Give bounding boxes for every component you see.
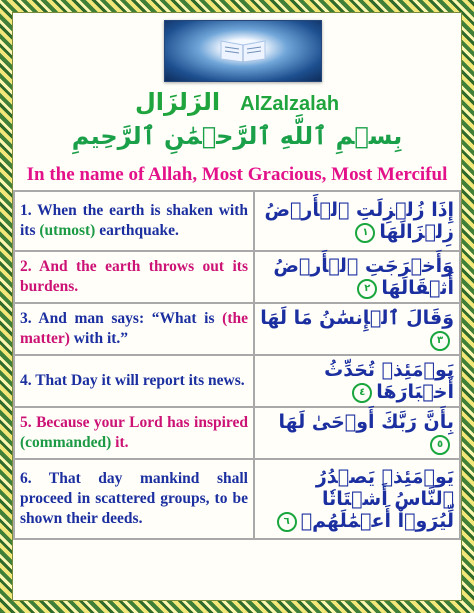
verse-arabic: بِأَنَّ رَبَّكَ أَوۡحَىٰ لَهَا٥ bbox=[254, 407, 460, 459]
verse-number-marker: ٥ bbox=[430, 435, 450, 455]
verse-row bbox=[14, 355, 460, 407]
verse-translation: 4. That Day it will report its news. bbox=[14, 355, 254, 407]
bismillah-translation: In the name of Allah, Most Gracious, Most Merciful bbox=[26, 164, 448, 185]
verse-translation: 2. And the earth throws out its burdens. bbox=[14, 251, 254, 303]
verse-row bbox=[14, 251, 460, 303]
verse-row bbox=[14, 459, 460, 539]
surah-title-arabic: الزَلزَال bbox=[134, 88, 221, 116]
verse-arabic: وَأَخۡرَجَتِ ٱلۡأَرۡضُ أَثۡقَالَهَا٢ bbox=[254, 251, 460, 303]
bismillah: بِسۡمِ ٱللَّهِ ٱلرَّحۡمَٰنِ ٱلرَّحِيمِ bbox=[71, 122, 403, 150]
verse-number-marker: ٤ bbox=[352, 383, 372, 403]
verse-arabic: إِذَا زُلۡزِلَتِ ٱلۡأَرۡضُ زِلۡزَالَهَا١ bbox=[254, 191, 460, 251]
verse-translation: 3. And man says: “What is (the matter) with it.” bbox=[14, 303, 254, 355]
verse-number-marker: ٣ bbox=[430, 331, 450, 351]
open-book-icon bbox=[219, 35, 267, 63]
verse-number-marker: ٦ bbox=[277, 512, 297, 532]
verse-arabic: يَوۡمَئِذٖ يَصۡدُرُ ٱلنَّاسُ أَشۡتَاتٗا لِّيُرَوۡاْ أَعۡمَٰلَهُمۡ٦ bbox=[254, 459, 460, 539]
verse-number-marker: ٢ bbox=[357, 279, 377, 299]
verse-number-marker: ١ bbox=[355, 223, 375, 243]
verse-translation: 5. Because your Lord has inspired (commanded) it. bbox=[14, 407, 254, 459]
verse-row bbox=[14, 303, 460, 355]
verse-row bbox=[14, 407, 460, 459]
surah-title bbox=[0, 88, 474, 118]
quran-banner-image bbox=[164, 20, 322, 82]
verse-translation: 6. That day mankind shall proceed in scattered groups, to be shown their deeds. bbox=[14, 459, 254, 539]
verse-arabic: يَوۡمَئِذٖ تُحَدِّثُ أَخۡبَارَهَا٤ bbox=[254, 355, 460, 407]
surah-title-english: AlZalzalah bbox=[240, 93, 340, 115]
verse-row bbox=[14, 191, 460, 251]
verse-arabic: وَقَالَ ٱلۡإِنسَٰنُ مَا لَهَا٣ bbox=[254, 303, 460, 355]
verse-translation: 1. When the earth is shaken with its (utmost) earthquake. bbox=[14, 191, 254, 251]
verses-table bbox=[13, 190, 461, 540]
